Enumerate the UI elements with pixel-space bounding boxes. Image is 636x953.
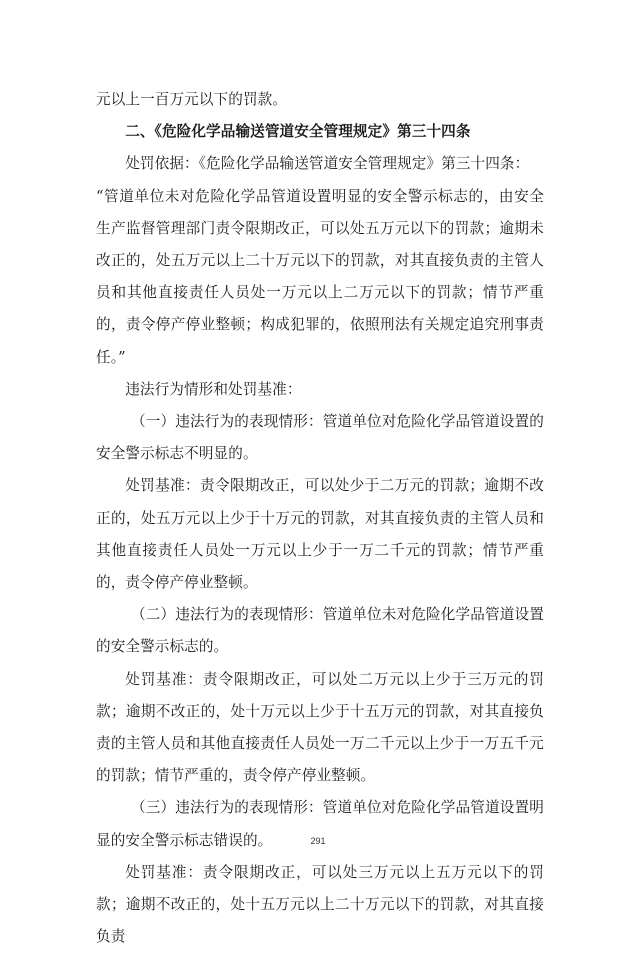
penalty-basis-quote: “管道单位未对危险化学品管道设置明显的安全警示标志的，由安全生产监督管理部门责令限期改正，可以处五万元以下的罚款；逾期未改正的，处五万元以上二十万元以下的罚款，对其直接负责的主管人员和其他直接责任人员处一万元以上二万元以下的罚款；情节严重的，责令停产停业整顿；构成犯罪的，依照刑法有关规定追究刑事责任。” [96,187,544,366]
criteria-intro: 违法行为情形和处罚基准： [125,380,302,398]
document-body [96,84,544,953]
case-2-penalty: 处罚基准：责令限期改正，可以处二万元以上少于三万元的罚款；逾期不改正的，处十万元以上少于十五万元的罚款，对其直接负责的主管人员和其他直接责任人员处一万二千元以上少于一万五千元的罚款；情节严重的，责令停产停业整顿。 [96,670,544,785]
section-heading: 二、《危险化学品输送管道安全管理规定》第三十四条 [125,123,471,141]
case-2-description: （二）违法行为的表现情形：管道单位未对危险化学品管道设置的安全警示标志的。 [96,606,544,656]
case-1-penalty: 处罚基准：责令限期改正，可以处少于二万元的罚款；逾期不改正的，处五万元以上少于十万元的罚款，对其直接负责的主管人员和其他直接责任人员处一万元以上少于一万二千元的罚款；情节严重的，责令停产停业整顿。 [96,477,544,592]
case-1-description: （一）违法行为的表现情形：管道单位对危险化学品管道设置的安全警示标志不明显的。 [96,413,544,463]
case-3-description: （三）违法行为的表现情形：管道单位对危险化学品管道设置明显的安全警示标志错误的。 [96,799,544,849]
case-3-penalty: 处罚基准：责令限期改正，可以处三万元以上五万元以下的罚款；逾期不改正的，处十五万元以上二十万元以下的罚款，对其直接负责 [96,863,544,946]
paragraph-continuation: 元以上一百万元以下的罚款。 [96,91,288,108]
penalty-basis-intro: 处罚依据：《危险化学品输送管道安全管理规定》第三十四条： [125,155,530,173]
page-number: 291 [310,836,326,846]
